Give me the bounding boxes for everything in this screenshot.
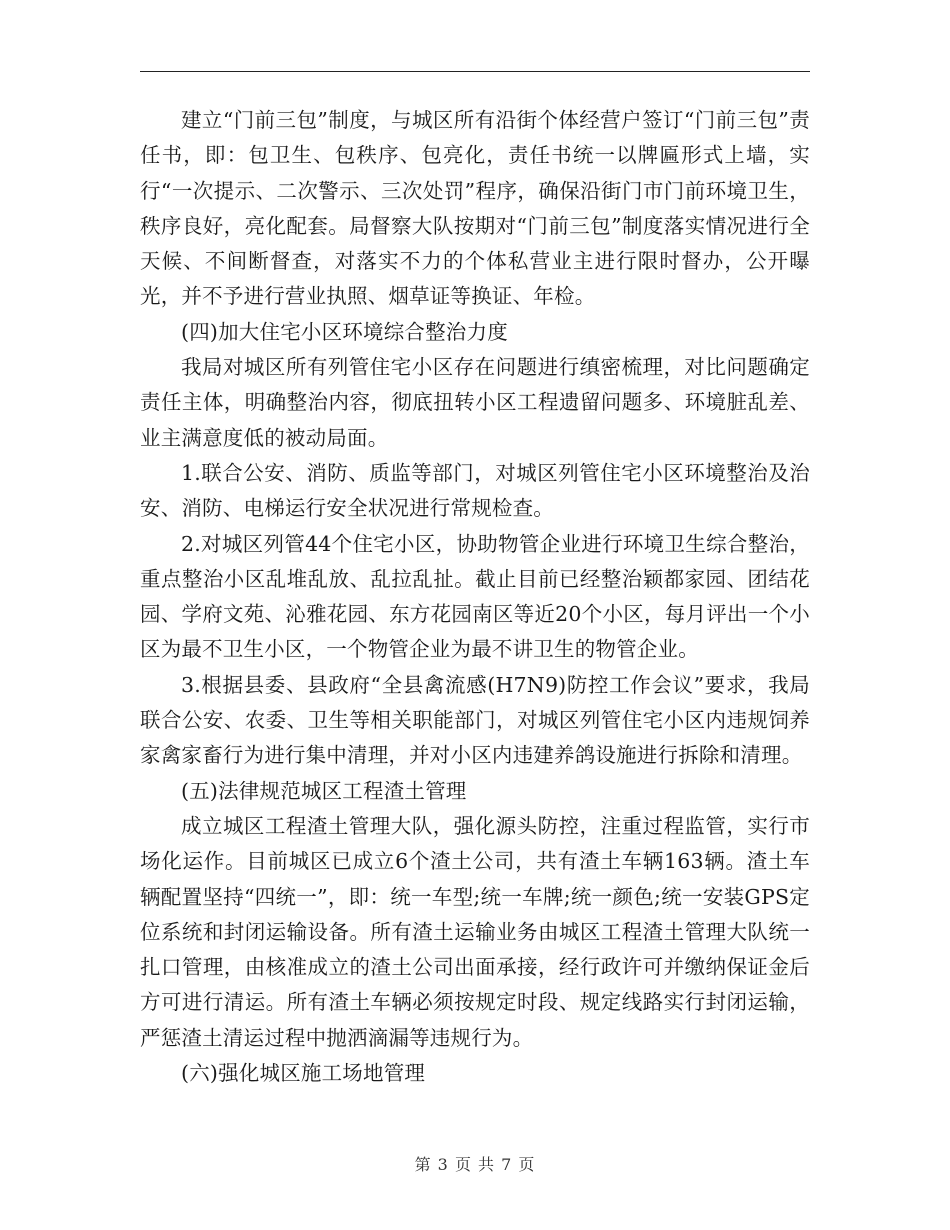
page-footer: 第 3 页 共 7 页: [414, 1155, 536, 1174]
paragraph-residential-intro: 我局对城区所有列管住宅小区存在问题进行缜密梳理，对比问题确定责任主体，明确整治内容，彻底扭转小区工程遗留问题多、环境脏乱差、业主满意度低的被动局面。: [140, 355, 810, 450]
section-heading-6: (六)强化城区施工场地管理: [181, 1061, 426, 1086]
header-rule: [140, 71, 810, 72]
section-heading-5: (五)法律规范城区工程渣土管理: [181, 778, 467, 803]
body-text: [140, 103, 810, 1091]
paragraph-muck-management: 成立城区工程渣土管理大队，强化源头防控，注重过程监管，实行市场化运作。目前城区已成立6个渣土公司，共有渣土车辆163辆。渣土车辆配置坚持“四统一”，即：统一车型;统一车牌;统一颜色;统一安装GPS定位系统和封闭运输设备。所有渣土运输业务由城区工程渣土管理大队统一扎口管理，由核准成立的渣土公司出面承接，经行政许可并缴纳保证金后方可进行清运。所有渣土车辆必须按规定时段、规定线路实行封闭运输，严惩渣土清运过程中抛洒滴漏等违规行为。: [140, 813, 810, 1050]
list-item-3: 3.根据县委、县政府“全县禽流感(H7N9)防控工作会议”要求，我局联合公安、农委、卫生等相关职能部门，对城区列管住宅小区内违规饲养家禽家畜行为进行集中清理，并对小区内违建养鸽设施进行拆除和清理。: [140, 672, 810, 768]
list-item-1: 1.联合公安、消防、质监等部门，对城区列管住宅小区环境整治及治安、消防、电梯运行安全状况进行常规检查。: [140, 460, 810, 521]
paragraph-door-responsibility: 建立“门前三包”制度，与城区所有沿街个体经营户签订“门前三包”责任书，即：包卫生、包秩序、包亮化，责任书统一以牌匾形式上墙，实行“一次提示、二次警示、三次处罚”程序，确保沿街门市门前环境卫生，秩序良好，亮化配套。局督察大队按期对“门前三包”制度落实情况进行全天候、不间断督查，对落实不力的个体私营业主进行限时督办，公开曝光，并不予进行营业执照、烟草证等换证、年检。: [140, 108, 810, 309]
list-item-2: 2.对城区列管44个住宅小区，协助物管企业进行环境卫生综合整治，重点整治小区乱堆乱放、乱拉乱扯。截止目前已经整治颖都家园、团结花园、学府文苑、沁雅花园、东方花园南区等近20个小区，每月评出一个小区为最不卫生小区，一个物管企业为最不讲卫生的物管企业。: [140, 531, 810, 662]
section-heading-4: (四)加大住宅小区环境综合整治力度: [181, 319, 508, 344]
